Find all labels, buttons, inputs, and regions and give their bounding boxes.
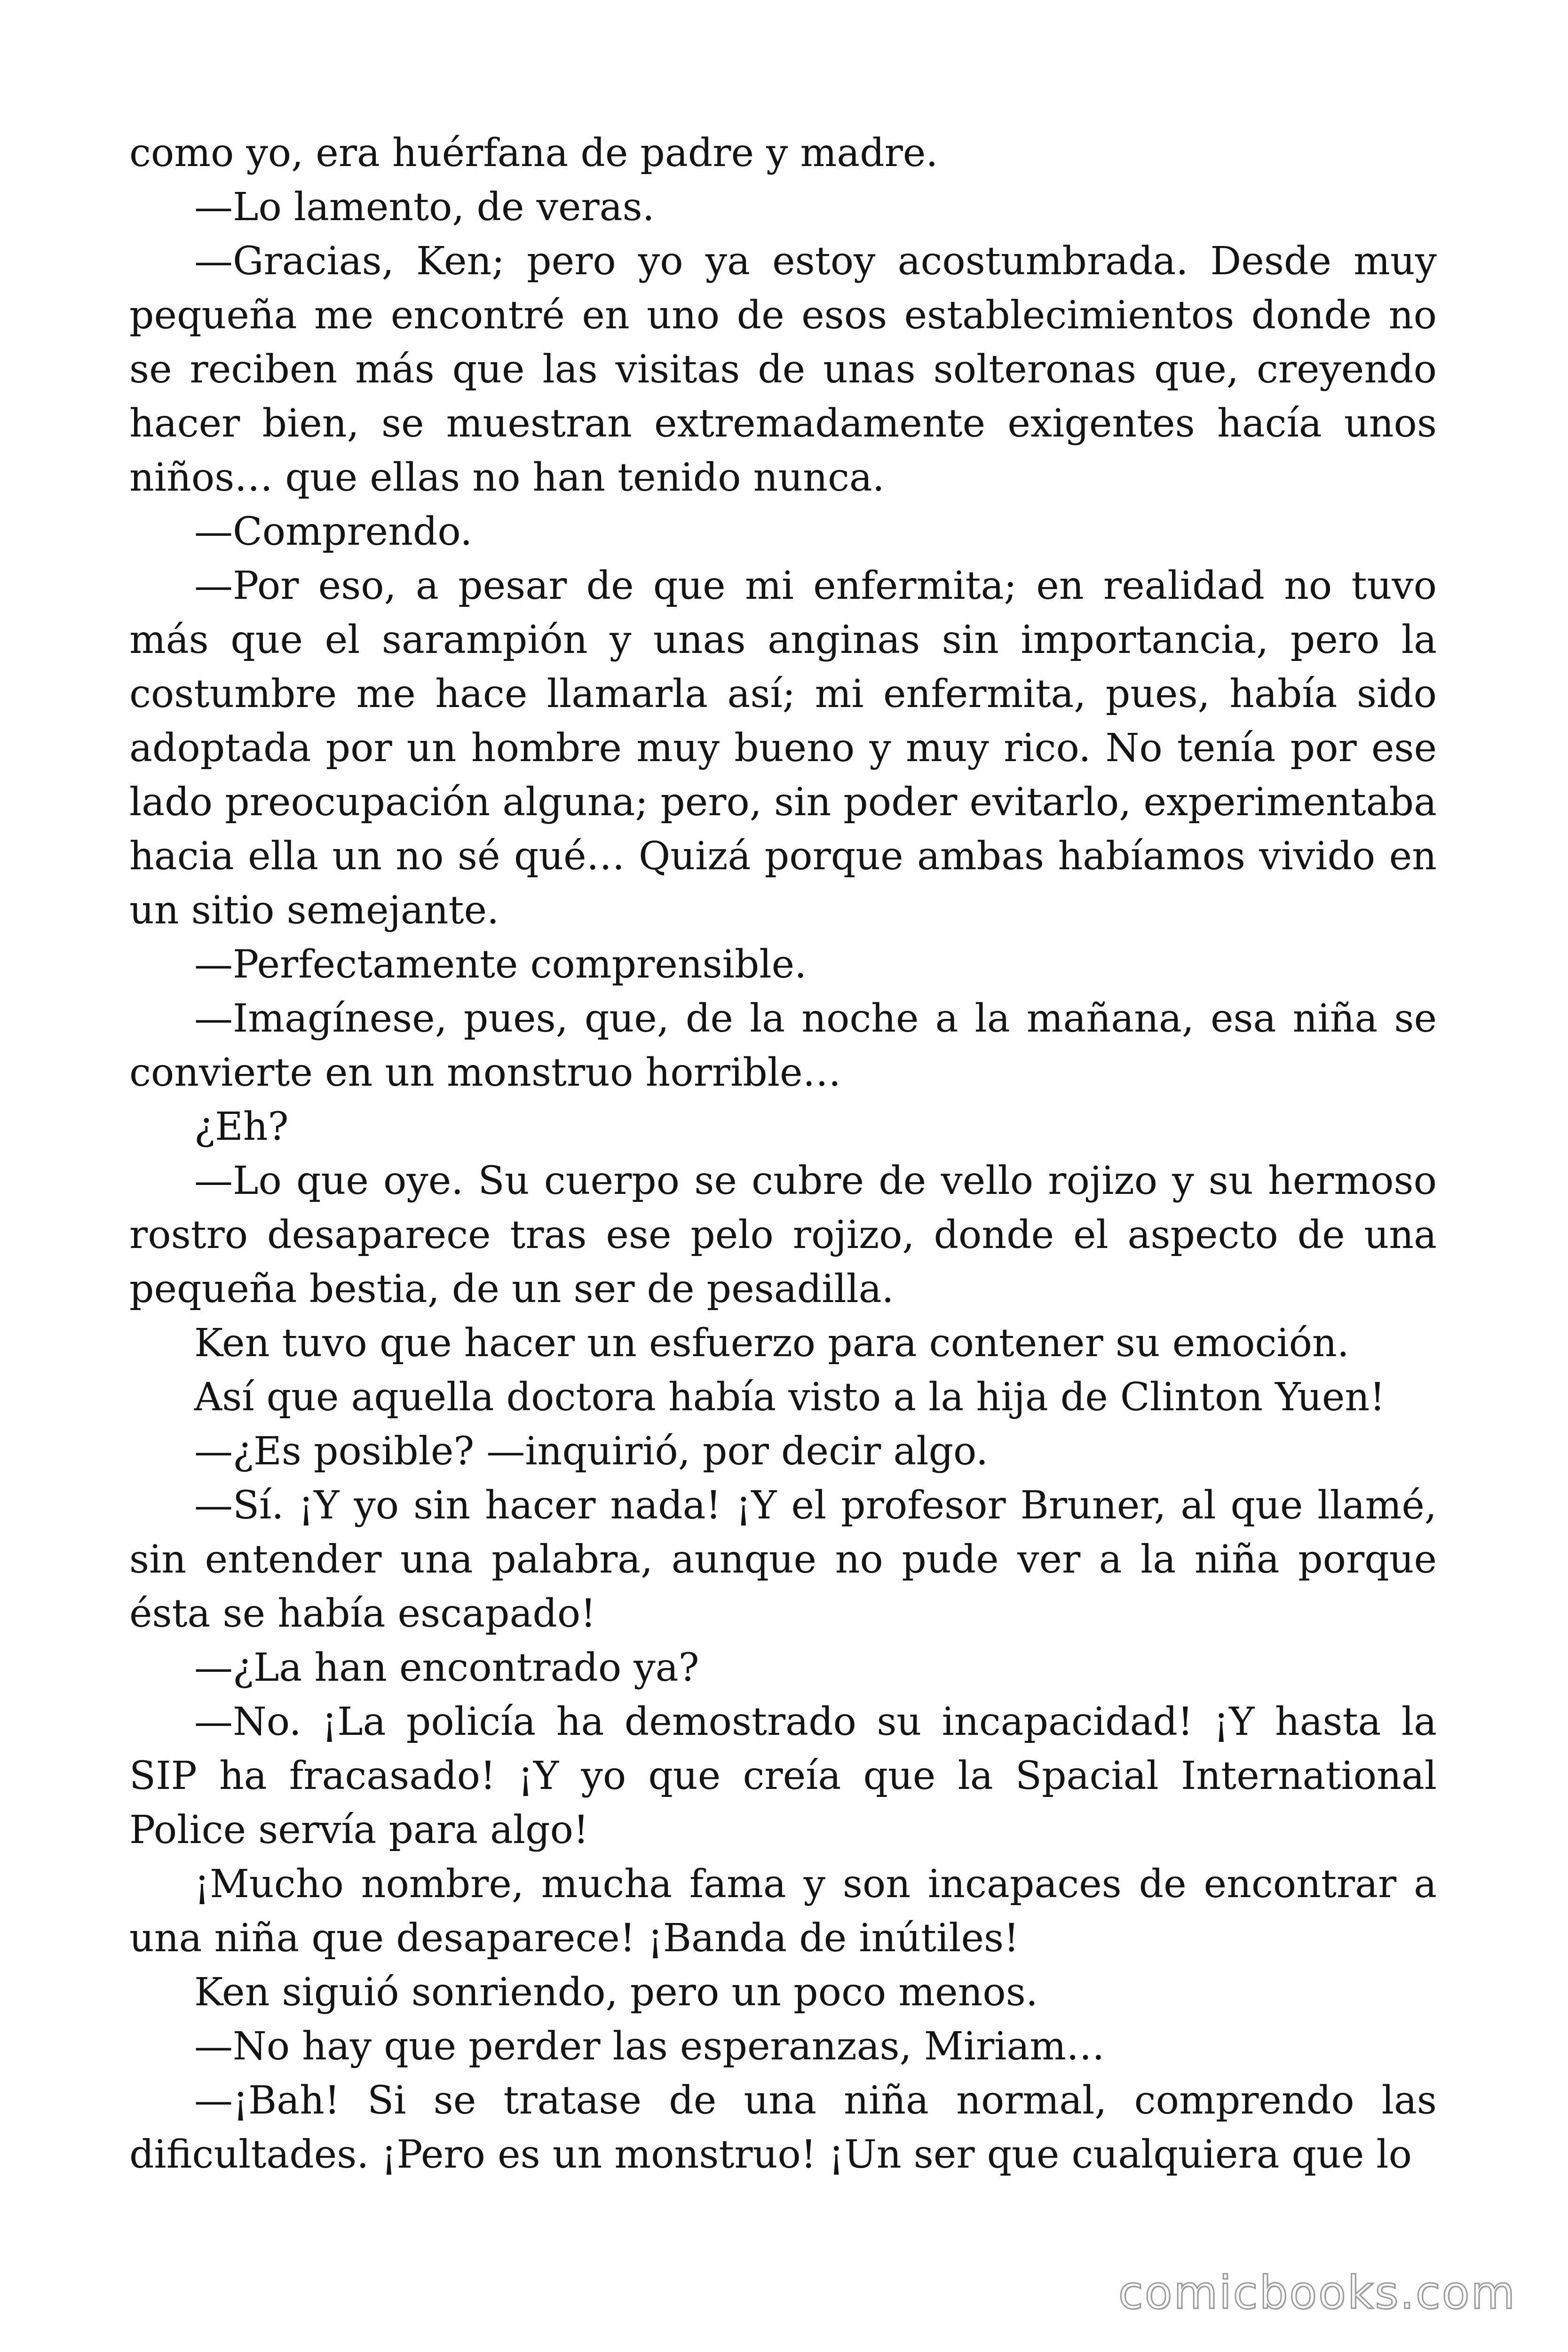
paragraph-17: Ken siguió sonriendo, pero un poco menos. — [194, 1970, 1038, 2015]
book-page-text — [129, 126, 1437, 2182]
paragraph-16: ¡Mucho nombre, mucha fama y son incapaces de encontrar a una niña que desaparece! ¡Banda de inútiles! — [129, 1862, 1437, 1961]
paragraph-14: —¿La han encontrado ya? — [194, 1645, 699, 1690]
paragraph-13: —Sí. ¡Y yo sin hacer nada! ¡Y el profesor Bruner, al que llamé, sin entender una palabra, aunque no pude ver a la niña porque ésta se había escapado! — [129, 1483, 1437, 1636]
paragraph-4: —Comprendo. — [194, 509, 473, 554]
paragraph-6: —Perfectamente comprensible. — [194, 942, 807, 987]
comicbooks-watermark: comicbooks.com — [1118, 2266, 1516, 2319]
paragraph-15: —No. ¡La policía ha demostrado su incapacidad! ¡Y hasta la SIP ha fracasado! ¡Y yo que creía que la Spacial International Police servía para algo! — [129, 1700, 1437, 1852]
paragraph-5: —Por eso, a pesar de que mi enfermita; en realidad no tuvo más que el sarampión y unas anginas sin importancia, pero la costumbre me hace llamarla así; mi enfermita, pues, había sido adoptada por un hombre muy bueno y muy rico. No tenía por ese lado preocupación alguna; pero, sin poder evitarlo, experimentaba hacia ella un no sé qué… Quizá porque ambas habíamos vivido en un sitio semejante. — [129, 564, 1437, 933]
paragraph-10: Ken tuvo que hacer un esfuerzo para contener su emoción. — [194, 1321, 1349, 1366]
paragraph-18: —No hay que perder las esperanzas, Miriam… — [194, 2024, 1105, 2069]
paragraph-8: ¿Eh? — [194, 1104, 289, 1149]
paragraph-2: —Lo lamento, de veras. — [194, 185, 655, 230]
paragraph-9: —Lo que oye. Su cuerpo se cubre de vello rojizo y su hermoso rostro desaparece tras ese pelo rojizo, donde el aspecto de una pequeña bestia, de un ser de pesadilla. — [129, 1159, 1437, 1311]
paragraph-3: —Gracias, Ken; pero yo ya estoy acostumbrada. Desde muy pequeña me encontré en uno de esos establecimientos donde no se reciben más que las visitas de unas solteronas que, creyendo hacer bien, se muestran extremadamente exigentes hacía unos niños… que ellas no han tenido nunca. — [129, 239, 1437, 500]
paragraph-12: —¿Es posible? —inquirió, por decir algo. — [194, 1429, 989, 1474]
paragraph-11: Así que aquella doctora había visto a la hija de Clinton Yuen! — [194, 1375, 1386, 1420]
paragraph-19: —¡Bah! Si se tratase de una niña normal, comprendo las dificultades. ¡Pero es un monstruo! ¡Un ser que cualquiera que lo — [129, 2078, 1437, 2177]
paragraph-1: como yo, era huérfana de padre y madre. — [129, 131, 938, 175]
paragraph-7: —Imagínese, pues, que, de la noche a la mañana, esa niña se convierte en un monstruo horrible… — [129, 996, 1437, 1095]
